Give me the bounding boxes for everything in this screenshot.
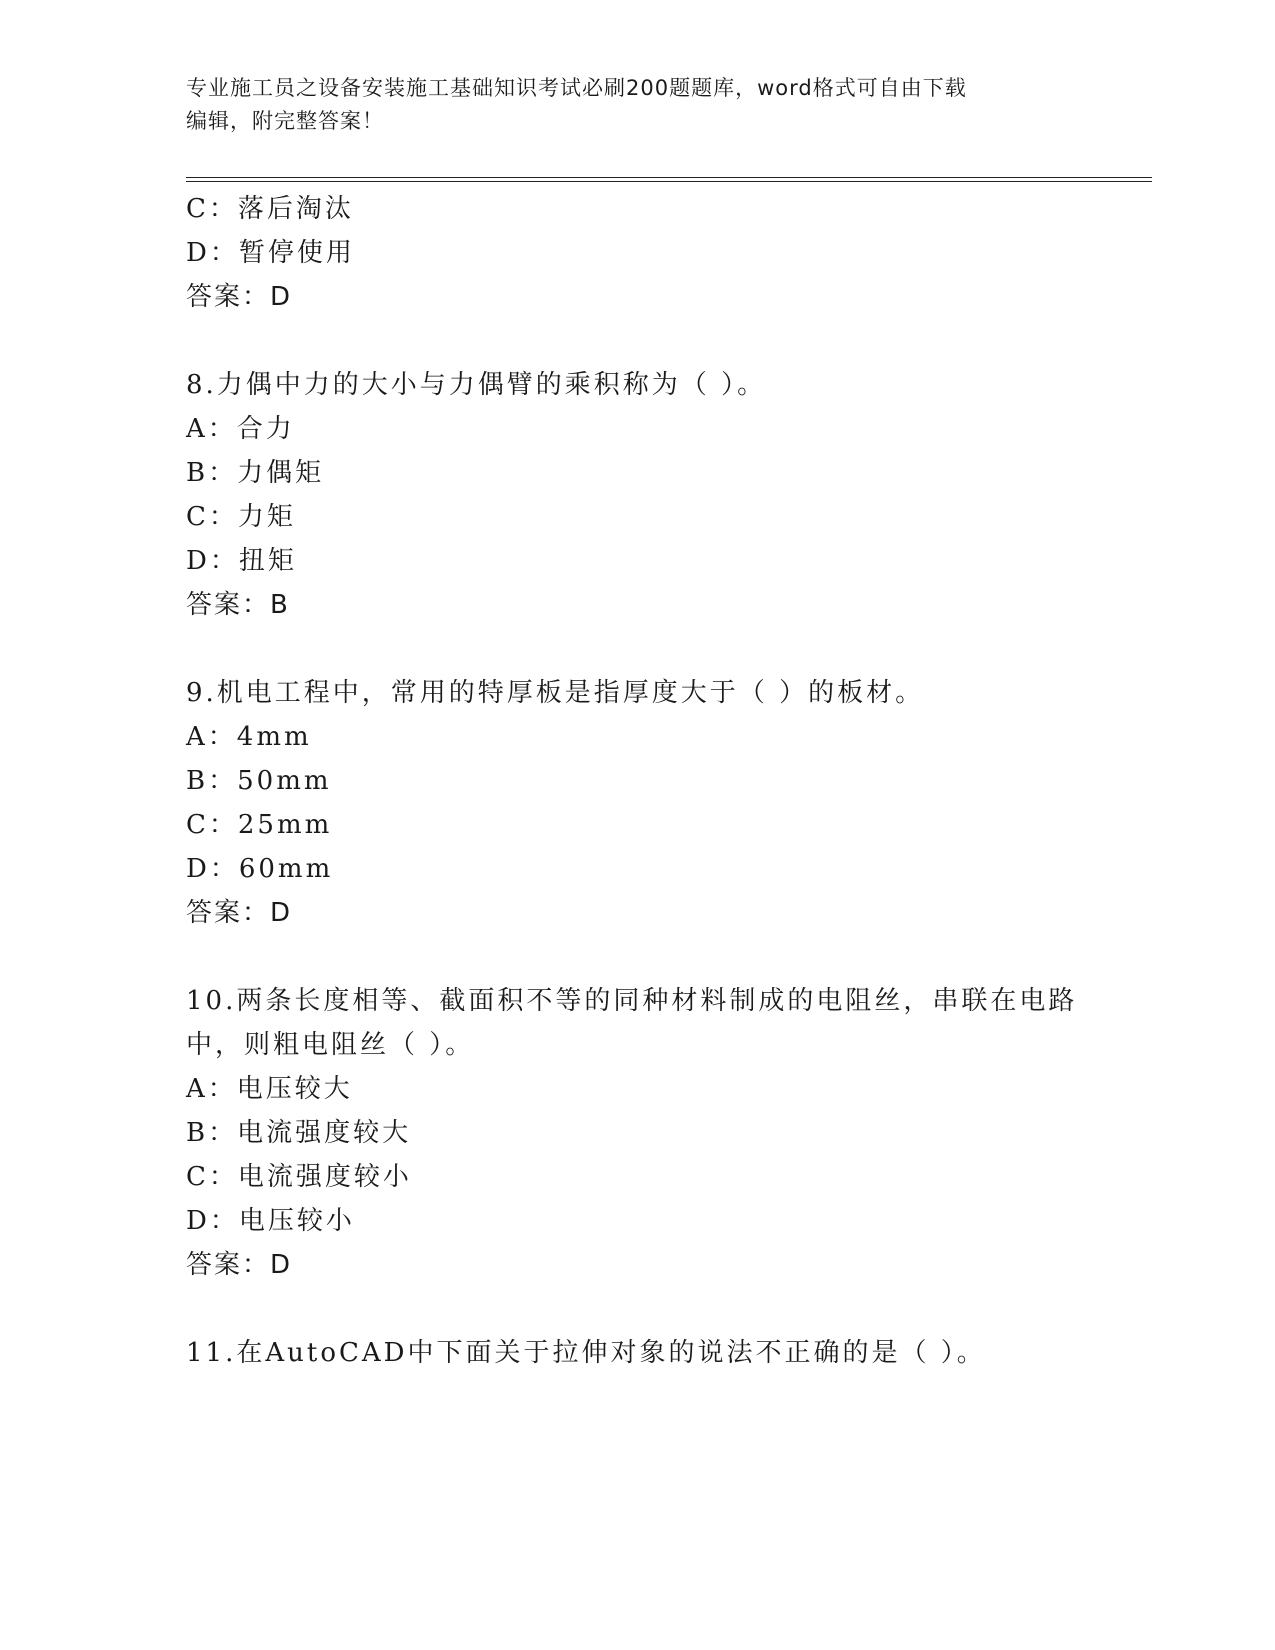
option-d: D：暂停使用 [186, 238, 355, 268]
header-line-1: 专业施工员之设备安装施工基础知识考试必刷200题题库，word格式可自由下载 [186, 76, 967, 100]
option-a: A：4mm [186, 722, 312, 752]
document-header [186, 72, 1076, 138]
option-b: B：50mm [186, 766, 332, 796]
option-d: D：60mm [186, 854, 334, 884]
option-c: C：电流强度较小 [186, 1162, 412, 1192]
question-stem-line-2: 中，则粗电阻丝（ ）。 [186, 1030, 475, 1060]
option-b: B：力偶矩 [186, 458, 325, 488]
answer-label: 答案：D [186, 1250, 293, 1280]
option-c: C：力矩 [186, 502, 296, 532]
option-c: C：25mm [186, 810, 333, 840]
option-d: D：电压较小 [186, 1206, 355, 1236]
option-b: B：电流强度较大 [186, 1118, 412, 1148]
question-stem-line-1: 10.两条长度相等、截面积不等的同种材料制成的电阻丝，串联在电路 [186, 986, 1078, 1016]
option-a: A：合力 [186, 414, 295, 444]
header-line-2: 编辑，附完整答案！ [186, 109, 384, 133]
option-d: D：扭矩 [186, 546, 297, 576]
question-stem: 11.在AutoCAD中下面关于拉伸对象的说法不正确的是（ ）。 [186, 1338, 986, 1368]
option-a: A：电压较大 [186, 1074, 353, 1104]
answer-label: 答案：D [186, 282, 293, 312]
option-c: C：落后淘汰 [186, 194, 354, 224]
question-stem: 8.力偶中力的大小与力偶臂的乘积称为（ ）。 [186, 370, 767, 400]
header-divider [186, 177, 1152, 182]
question-stem: 9.机电工程中，常用的特厚板是指厚度大于（ ）的板材。 [186, 678, 925, 708]
answer-label: 答案：D [186, 898, 293, 928]
answer-label: 答案：B [186, 590, 290, 620]
